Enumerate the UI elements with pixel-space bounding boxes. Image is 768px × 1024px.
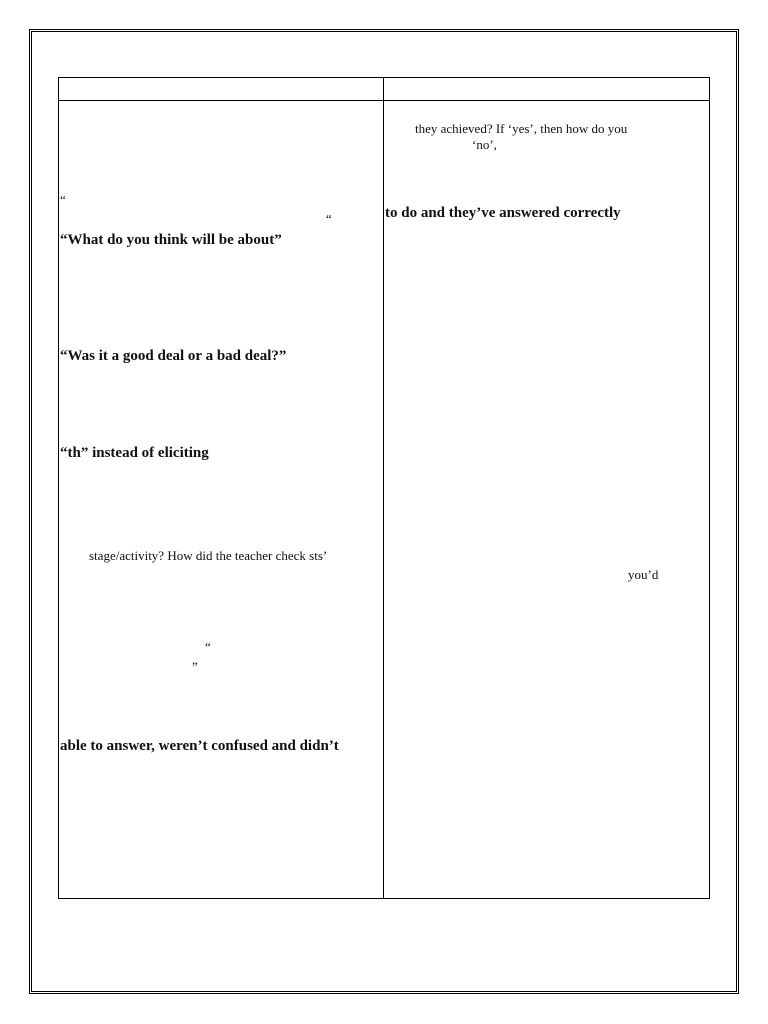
left-text-question-deal: “Was it a good deal or a bad deal?” — [60, 348, 287, 364]
table-column-divider — [383, 77, 384, 899]
table-header-row-divider — [58, 100, 710, 101]
right-text-no: ‘no’, — [472, 137, 497, 152]
left-text-quote-open-3: “ — [205, 639, 211, 654]
left-text-quote-open: “ — [60, 192, 66, 207]
observation-table — [58, 77, 710, 899]
right-text-achieved: they achieved? If ‘yes’, then how do you — [415, 121, 628, 136]
left-text-question-about: “What do you think will be about” — [60, 232, 282, 248]
left-text-stage-activity: stage/activity? How did the teacher check sts’ — [89, 548, 328, 563]
right-text-answered-correctly: to do and they’ve answered correctly — [385, 205, 621, 221]
left-text-quote-close: ” — [192, 659, 198, 674]
right-text-youd: you’d — [628, 567, 659, 582]
left-text-th-eliciting: “th” instead of eliciting — [60, 445, 209, 461]
left-text-quote-open-2: “ — [326, 211, 332, 226]
left-text-able-to-answer: able to answer, weren’t confused and didn’t — [60, 738, 339, 754]
